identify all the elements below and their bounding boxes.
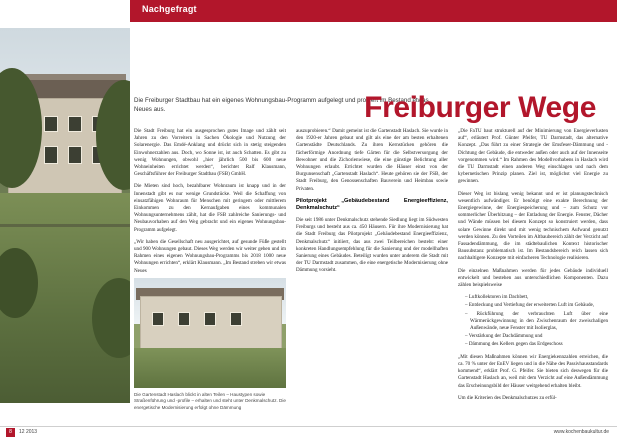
- photo-window: [44, 146, 58, 164]
- body-paragraph: „Wir haben die Gesellschaft neu ausgerichtet, auf gesunde Füße gestellt und 900 Wohnungen gebaut. Dieses Weg werden wir weiter gehen und im Rahmen eines eigenen Wohnungsbau-Programms bis 2018 1000 neue Wohnungen errichten“, erklärt Klausmann. „Im Bestand streben wir etwas Neues: [134, 238, 286, 274]
- list-item: – Luftkollektoren im Dachbett,: [465, 294, 529, 301]
- intro-block: [134, 91, 606, 124]
- section-kicker: Nachgefragt: [142, 4, 197, 14]
- text-column-3: [458, 128, 608, 401]
- list-item: – Rückführung der verbrauchten Luft über eine Wärmerückgewinnung in den Zwischenraum der zweischaligen Außenwände, neue Fenster mit Isolierglas,: [465, 310, 608, 332]
- bullet-list: [458, 294, 608, 348]
- standfirst: Die Freiburger Stadtbau hat ein eigenes Wohnungsbau-Programm aufgelegt und probiert im Bestand etwas Neues aus.: [134, 97, 429, 113]
- photo-window: [204, 312, 216, 326]
- website-label: www.kochenbaukultur.de: [553, 429, 609, 435]
- secondary-photo: [134, 278, 286, 388]
- photo-window: [230, 312, 242, 326]
- body-paragraph: Dieser Weg ist bislang wenig bekannt und er ist planungstechnisch wesentlich aufwändiger. Er benötigt eine exakte Berechnung der Energiegewinne, der Energiespeicherung und – zum Schutz vor sommerlicher Überhitzung – der Entladung der Energie. Fenster, Dächer und Wände müssen bei diesem Konzept so konstruiert werden, dass solare Gewinne direkt und mit wenig technischem Aufwand genutzt werden können. Zu den Vorteilen im Altbaubereich zählt der Verzicht auf Fassadendämmung, die im städtebaulichen Kontext historischer Bausubstanz problematisch ist. Im Bestandsbereich reich lassen sich nachhaltigere Konzepte mit einfacheren Technologie realisieren.: [458, 190, 608, 262]
- top-band: [0, 0, 617, 28]
- photo-caption: Die Gartenstadt Haslach blickt in alten Teilen – Haustypen sowie Straßenführung und -profile – erhalten und steht unter Denkmalschutz. Die energetische Modernisierung erfolgt ohne Dämmung: [134, 392, 286, 410]
- main-photo-footer-space: [0, 403, 130, 443]
- issue-label: 12 2013: [19, 429, 38, 435]
- text-column-1: [134, 128, 286, 274]
- text-column-2: [296, 128, 448, 390]
- main-photo: [0, 28, 130, 403]
- footer-rule: [0, 426, 617, 427]
- subheading: Pilotprojekt „Gebäudebestand Energieeffizienz, Denkmalschutz“: [296, 197, 448, 212]
- photo-window: [152, 312, 164, 326]
- photo-window: [44, 116, 58, 132]
- page-title: Freiburger Wege: [364, 91, 596, 124]
- body-paragraph: Die einzelnen Maßnahmen werden für jedes Gebäude individuell entwickelt und bestehen aus unterschiedlichen Komponenten. Dazu zählen beispielsweise: [458, 267, 608, 289]
- section-tab: [130, 0, 617, 22]
- body-paragraph: „Die FaTU baut strukturell auf der Minimierung von Energieverlusten auf“, erläutert Prof. Günter Pfeifer, TU Darmstadt, das alternative Konzept. „Das führt zu einer Strategie der Emsfeser-Dämmung und -Dichtung der Gebäude, die entweder außen oder auch auf der Innenseite vorgenommen wird.“ Im Rahmen des Modellvorhabens in Haslach wird die TU Darmstadt einen anderen Weg einschlagen und nach dem kybernetischen Prinzip planen. Ziel ist, möglichst viel Energie zu gewinnen.: [458, 128, 608, 185]
- photo-window: [178, 312, 190, 326]
- list-item: – Entdeckung und Vertiefung der erweiterten Luft im Gebäude,: [465, 302, 595, 309]
- photo-lawn: [134, 348, 286, 388]
- body-paragraph: Die seit 1986 unter Denkmalschutz stehende Siedlung liegt im Südwesten Freiburgs und besteht aus ca. 450 Häusern. Für ihre Modernisierung hat die Stadt Freiburg das Pilotprojekt „Gebäudebestand Energieeffizienz, Denkmalschutz“ initiiert, das aus zwei Teilbereichen besteht: einer konkreten Handlungsempfehlung für die Sanierung und der modellhaften Sanierung eines Gebäudes. Beteiligt wurden unter anderem die Stadt mit der TU Darmstadt zusammen, die eine energetische Modernisierung ohne Dämmung vorsieht.: [296, 217, 448, 274]
- body-paragraph: Die Stadt Freiburg hat ein ausgesprochen gutes Image und zählt seit Jahren zu den Vorreitern in Sachen Ökologie und Nutzung der Solarenergie. Das Emdé-Anklang und drückt sich in stetig steigenden Einwohnerzahlen aus. Doch, wo Sonne ist, ist auch Schatten. Es gibt zu wenig Wohnungen, obwohl „hier jährlich 500 bis 600 neue Wohneinheiten errichtet werden“, berichtet Ralf Klausmann, Geschäftsführer der Freiburger Stadtbau (FSB) GmbH.: [134, 128, 286, 178]
- photo-window: [68, 146, 82, 164]
- photo-fence: [0, 224, 130, 227]
- photo-window: [68, 116, 82, 132]
- list-item: – Verstärkung der Dachdämmung und: [465, 333, 543, 340]
- list-item: – Dämmung des Kellers gegen das Erdgeschoss: [465, 341, 563, 348]
- body-paragraph: Die Mieten sind hoch, bezahlbarer Wohnraum ist knapp und in der Innenstadt gibt es nur wenige Grundstücke. Weil die Schaffung von einsatzfähigen Wohnraum für Menschen mit geringem oder mittlerem Einkommen zu den Kernaufgaben eines kommunalen Wohnungsunternehmens zählt, hat die FSB zahlreiche Sanierungs- und Neubauvorhaben auf den Weg gebracht und ein eigenes Wohnungsbau-Programm aufgelegt.: [134, 183, 286, 233]
- page-number: 8: [6, 428, 15, 437]
- body-paragraph: Um die Kriterien des Denkmalschutzes zu erfül-: [458, 394, 557, 401]
- body-paragraph: „Mit diesen Maßnahmen können wir Energiekennzahlen erreichen, die ca. 70 % unter der EnEV liegen und in die Nähe des Passivhausstandards kommend“, erklärt Prof. G. Pfeifer. Sie bieten sich deswegen für die Gartenstadt Haslach an, weil mit dem Verzicht auf eine Außendämmung das Erscheinungsbild der Häuser weitgehend erhalten bleibt.: [458, 353, 608, 389]
- body-paragraph: auszuprobieren.“ Damit gemeint ist die Gartenstadt Haslach. Sie wurde in den 1920-er Jahren gebaut und gilt als eine der am besten erhaltenen Gartenstädte Deutschlands. Zu ihren Kernstücken gehören die fächerförmige Anordnung tiefe Gärten für die Selbstversorgung der Bewohner und die Zichorienwiese, die eine günstige Belichtung aller Wohnungen erlaubt. Errichtet wurden die Häuser einst von der Burgunsenschaft „Gartenstadt Haslach“. Heute gehören sie der FSB, der Stadt Freiburg, den Genossenschaften Bauverein und Heimbau sowie Privaten.: [296, 128, 448, 192]
